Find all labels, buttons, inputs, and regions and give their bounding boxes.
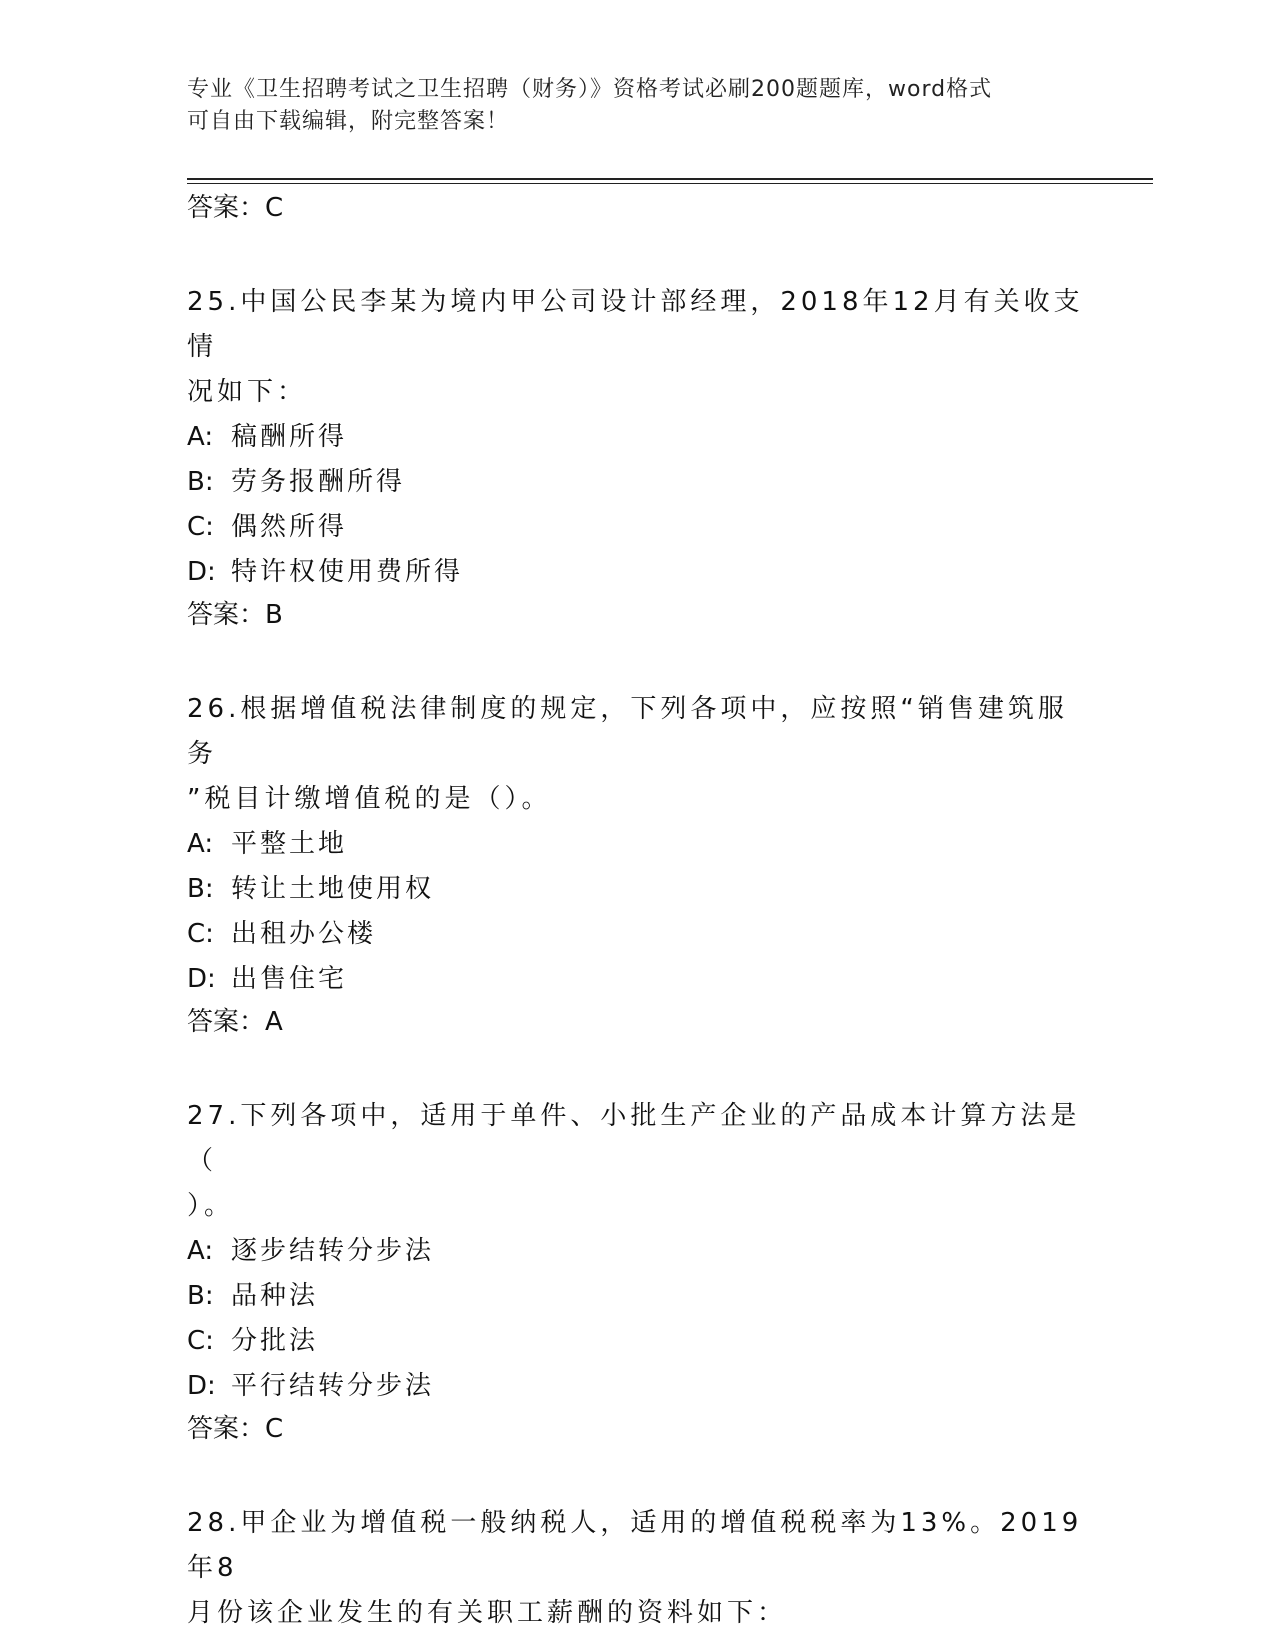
option-c — [187, 505, 1087, 550]
option-text: 稿酬所得 — [231, 422, 348, 452]
question-stem-line-1: 26.根据增值税法律制度的规定，下列各项中，应按照“销售建筑服务 — [187, 694, 1068, 769]
option-c — [187, 1319, 1087, 1364]
option-text: 转让土地使用权 — [231, 874, 435, 904]
answer-line: 答案：C — [187, 1414, 284, 1444]
option-d — [187, 957, 1087, 1002]
option-c — [187, 912, 1087, 957]
option-text: 品种法 — [231, 1281, 319, 1311]
option-d — [187, 1364, 1087, 1409]
option-text: 平整土地 — [231, 829, 348, 859]
option-text: 特许权使用费所得 — [231, 557, 464, 587]
option-text: 逐步结转分步法 — [231, 1236, 435, 1266]
question-stem-line-2: ”税目计缴增值税的是（）。 — [187, 784, 552, 814]
page-header — [187, 74, 1067, 138]
option-text: 分批法 — [231, 1326, 319, 1356]
option-key: D: — [187, 964, 216, 994]
option-key: C: — [187, 512, 214, 542]
option-text: 劳务报酬所得 — [231, 467, 406, 497]
answer-line: 答案：C — [187, 193, 284, 223]
option-key: B: — [187, 874, 214, 904]
answer-line: 答案：A — [187, 1007, 283, 1037]
header-divider-thin — [187, 183, 1153, 184]
header-line-2: 可自由下载编辑，附完整答案！ — [187, 109, 510, 134]
question-27 — [187, 1094, 1087, 1447]
option-d — [187, 550, 1087, 595]
question-stem-line-2: 况如下： — [187, 377, 308, 407]
question-stem-line-1: 28.甲企业为增值税一般纳税人，适用的增值税税率为13%。2019年8 — [187, 1508, 1083, 1583]
question-26 — [187, 687, 1087, 1040]
question-stem-line-1: 25.中国公民李某为境内甲公司设计部经理，2018年12月有关收支情 — [187, 287, 1084, 362]
header-divider-thick — [187, 178, 1153, 180]
question-stem-line-2: ）。 — [187, 1191, 235, 1221]
option-a — [187, 1229, 1087, 1274]
question-stem-line-1: 27.下列各项中，适用于单件、小批生产企业的产品成本计算方法是（ — [187, 1101, 1081, 1176]
question-stem — [187, 1501, 1087, 1636]
option-key: A: — [187, 422, 214, 452]
question-28 — [187, 1501, 1087, 1636]
option-key: D: — [187, 1371, 216, 1401]
question-stem — [187, 687, 1087, 822]
document-body — [187, 190, 1087, 1636]
option-key: A: — [187, 1236, 214, 1266]
question-stem — [187, 280, 1087, 415]
question-stem-line-2: 月份该企业发生的有关职工薪酬的资料如下： — [187, 1598, 788, 1628]
option-b — [187, 1274, 1087, 1319]
option-text: 出售住宅 — [231, 964, 348, 994]
question-25 — [187, 280, 1087, 633]
question-stem — [187, 1094, 1087, 1229]
option-key: D: — [187, 557, 216, 587]
option-text: 平行结转分步法 — [231, 1371, 435, 1401]
header-line-1: 专业《卫生招聘考试之卫生招聘（财务）》资格考试必刷200题题库，word格式 — [187, 77, 993, 102]
option-a — [187, 415, 1087, 460]
option-b — [187, 460, 1087, 505]
option-text: 偶然所得 — [231, 512, 348, 542]
answer-line: 答案：B — [187, 600, 283, 630]
option-key: B: — [187, 1281, 214, 1311]
option-key: C: — [187, 919, 214, 949]
option-b — [187, 867, 1087, 912]
option-text: 出租办公楼 — [231, 919, 377, 949]
option-key: A: — [187, 829, 214, 859]
option-key: B: — [187, 467, 214, 497]
option-a — [187, 822, 1087, 867]
option-key: C: — [187, 1326, 214, 1356]
